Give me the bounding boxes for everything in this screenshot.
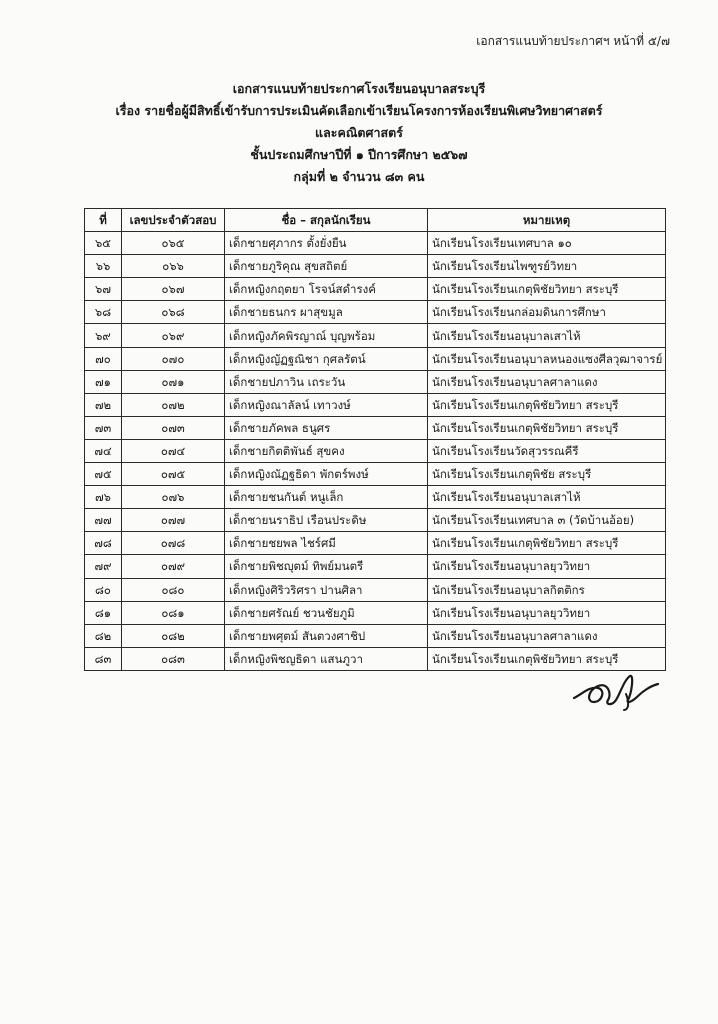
cell-remarks: นักเรียนโรงเรียนวัดสุวรรณคีรี <box>428 439 666 462</box>
table-row <box>85 463 666 486</box>
cell-number: ๘๓ <box>85 647 122 670</box>
cell-student-name: เด็กชายภูริคุณ สุขสถิตย์ <box>225 255 428 278</box>
cell-remarks: นักเรียนโรงเรียนเกตุพิชัย สระบุรี <box>428 463 666 486</box>
cell-exam-id: ๐๗๗ <box>122 509 225 532</box>
table-row <box>85 278 666 301</box>
cell-remarks: นักเรียนโรงเรียนเทศบาล ๑๐ <box>428 232 666 255</box>
table-row <box>85 232 666 255</box>
cell-number: ๗๒ <box>85 393 122 416</box>
cell-exam-id: ๐๗๑ <box>122 370 225 393</box>
table-row <box>85 532 666 555</box>
page-number: เอกสารแนบท้ายประกาศฯ หน้าที่ ๕/๗ <box>476 34 670 48</box>
cell-number: ๗๗ <box>85 509 122 532</box>
cell-student-name: เด็กหญิงญัฏฐณิชา กุศลรัตน์ <box>225 347 428 370</box>
cell-exam-id: ๐๗๘ <box>122 532 225 555</box>
cell-exam-id: ๐๗๔ <box>122 439 225 462</box>
cell-remarks: นักเรียนโรงเรียนอนุบาลกิตติกร <box>428 578 666 601</box>
cell-exam-id: ๐๗๒ <box>122 393 225 416</box>
table-body <box>85 232 666 671</box>
column-header-remarks: หมายเหตุ <box>428 209 666 232</box>
cell-number: ๗๕ <box>85 463 122 486</box>
cell-remarks: นักเรียนโรงเรียนเกตุพิชัยวิทยา สระบุรี <box>428 278 666 301</box>
cell-student-name: เด็กชายศรัณย์ ชวนชัยภูมิ <box>225 601 428 624</box>
cell-student-name: เด็กหญิงภัคพิรญาณ์ บุญพร้อม <box>225 324 428 347</box>
cell-exam-id: ๐๘๑ <box>122 601 225 624</box>
document-header <box>0 78 718 188</box>
table-row <box>85 324 666 347</box>
cell-remarks: นักเรียนโรงเรียนกล่อมดินการศึกษา <box>428 301 666 324</box>
cell-student-name: เด็กหญิงศิริวริศรา ปานศิลา <box>225 578 428 601</box>
column-header-number: ที่ <box>85 209 122 232</box>
cell-remarks: นักเรียนโรงเรียนอนุบาลยุววิทยา <box>428 601 666 624</box>
cell-student-name: เด็กชายชนกันต์ หนูเล็ก <box>225 486 428 509</box>
cell-student-name: เด็กชายศุภากร ตั้งยั่งยืน <box>225 232 428 255</box>
cell-exam-id: ๐๗๕ <box>122 463 225 486</box>
cell-number: ๖๘ <box>85 301 122 324</box>
cell-exam-id: ๐๗๙ <box>122 555 225 578</box>
cell-number: ๖๙ <box>85 324 122 347</box>
cell-number: ๖๖ <box>85 255 122 278</box>
cell-student-name: เด็กชายนราธิป เรือนประดิษ <box>225 509 428 532</box>
cell-student-name: เด็กชายกิตติพันธ์ สุขคง <box>225 439 428 462</box>
table-row <box>85 555 666 578</box>
cell-remarks: นักเรียนโรงเรียนอนุบาลศาลาแดง <box>428 624 666 647</box>
cell-remarks: นักเรียนโรงเรียนอนุบาลเสาไห้ <box>428 486 666 509</box>
cell-number: ๖๕ <box>85 232 122 255</box>
cell-number: ๗๐ <box>85 347 122 370</box>
cell-remarks: นักเรียนโรงเรียนเกตุพิชัยวิทยา สระบุรี <box>428 647 666 670</box>
cell-number: ๖๗ <box>85 278 122 301</box>
cell-exam-id: ๐๗๐ <box>122 347 225 370</box>
cell-number: ๗๖ <box>85 486 122 509</box>
table-row <box>85 416 666 439</box>
cell-number: ๗๔ <box>85 439 122 462</box>
cell-exam-id: ๐๘๐ <box>122 578 225 601</box>
table-row <box>85 439 666 462</box>
cell-student-name: เด็กหญิงกฤตยา โรจน์สดำรงค์ <box>225 278 428 301</box>
signature-icon <box>568 664 668 714</box>
cell-student-name: เด็กหญิงณาลัลน์ เทาวงษ์ <box>225 393 428 416</box>
cell-remarks: นักเรียนโรงเรียนอนุบาลยุววิทยา <box>428 555 666 578</box>
cell-number: ๘๑ <box>85 601 122 624</box>
header-line-1: เอกสารแนบท้ายประกาศโรงเรียนอนุบาลสระบุรี <box>232 81 486 96</box>
cell-exam-id: ๐๗๓ <box>122 416 225 439</box>
header-line-4: ชั้นประถมศึกษาปีที่ ๑ ปีการศึกษา ๒๕๖๗ <box>250 147 468 162</box>
cell-remarks: นักเรียนโรงเรียนไพฑูรย์วิทยา <box>428 255 666 278</box>
header-line-5: กลุ่มที่ ๒ จำนวน ๘๓ คน <box>293 169 425 184</box>
cell-exam-id: ๐๖๙ <box>122 324 225 347</box>
cell-number: ๗๓ <box>85 416 122 439</box>
cell-student-name: เด็กชายภัคพล ธนูศร <box>225 416 428 439</box>
cell-student-name: เด็กชายพิชญุตม์ ทิพย์มนตรี <box>225 555 428 578</box>
table-row <box>85 301 666 324</box>
table-row <box>85 578 666 601</box>
cell-student-name: เด็กชายปภาวิน เถระวัน <box>225 370 428 393</box>
cell-exam-id: ๐๖๘ <box>122 301 225 324</box>
cell-student-name: เด็กหญิงพิชญธิดา แสนภูวา <box>225 647 428 670</box>
cell-remarks: นักเรียนโรงเรียนเกตุพิชัยวิทยา สระบุรี <box>428 393 666 416</box>
header-line-3: และคณิตศาสตร์ <box>315 125 403 140</box>
cell-number: ๗๘ <box>85 532 122 555</box>
column-header-exam-id: เลขประจำตัวสอบ <box>122 209 225 232</box>
cell-student-name: เด็กชายชยพล ไชร์ศมี <box>225 532 428 555</box>
table-row <box>85 486 666 509</box>
table-header-row <box>85 209 666 232</box>
cell-number: ๘๐ <box>85 578 122 601</box>
cell-remarks: นักเรียนโรงเรียนเกตุพิชัยวิทยา สระบุรี <box>428 416 666 439</box>
table-row <box>85 509 666 532</box>
table-row <box>85 601 666 624</box>
student-roster-table <box>84 208 666 671</box>
cell-remarks: นักเรียนโรงเรียนเกตุพิชัยวิทยา สระบุรี <box>428 532 666 555</box>
cell-number: ๘๒ <box>85 624 122 647</box>
cell-remarks: นักเรียนโรงเรียนอนุบาลหนองแซงศีลวุฒาจารย์ <box>428 347 666 370</box>
table-row <box>85 624 666 647</box>
cell-remarks: นักเรียนโรงเรียนอนุบาลเสาไห้ <box>428 324 666 347</box>
cell-exam-id: ๐๖๗ <box>122 278 225 301</box>
table-row <box>85 370 666 393</box>
cell-exam-id: ๐๘๓ <box>122 647 225 670</box>
cell-student-name: เด็กชายธนกร ผาสุขมูล <box>225 301 428 324</box>
cell-remarks: นักเรียนโรงเรียนอนุบาลศาลาแดง <box>428 370 666 393</box>
table-row <box>85 347 666 370</box>
cell-number: ๗๑ <box>85 370 122 393</box>
table-row <box>85 393 666 416</box>
cell-number: ๗๙ <box>85 555 122 578</box>
cell-student-name: เด็กหญิงณัฏฐธิดา พักตร์พงษ์ <box>225 463 428 486</box>
cell-remarks: นักเรียนโรงเรียนเทศบาล ๓ (วัดบ้านอ้อย) <box>428 509 666 532</box>
cell-exam-id: ๐๗๖ <box>122 486 225 509</box>
cell-exam-id: ๐๖๕ <box>122 232 225 255</box>
cell-exam-id: ๐๖๖ <box>122 255 225 278</box>
table-row <box>85 255 666 278</box>
cell-student-name: เด็กชายพศุตม์ สันตวงศาชิป <box>225 624 428 647</box>
column-header-student-name: ชื่อ – สกุลนักเรียน <box>225 209 428 232</box>
cell-exam-id: ๐๘๒ <box>122 624 225 647</box>
header-line-2: เรื่อง รายชื่อผู้มีสิทธิ์เข้ารับการประเมินคัดเลือกเข้าเรียนโครงการห้องเรียนพิเศษวิทยาศาสตร์ <box>115 103 603 118</box>
